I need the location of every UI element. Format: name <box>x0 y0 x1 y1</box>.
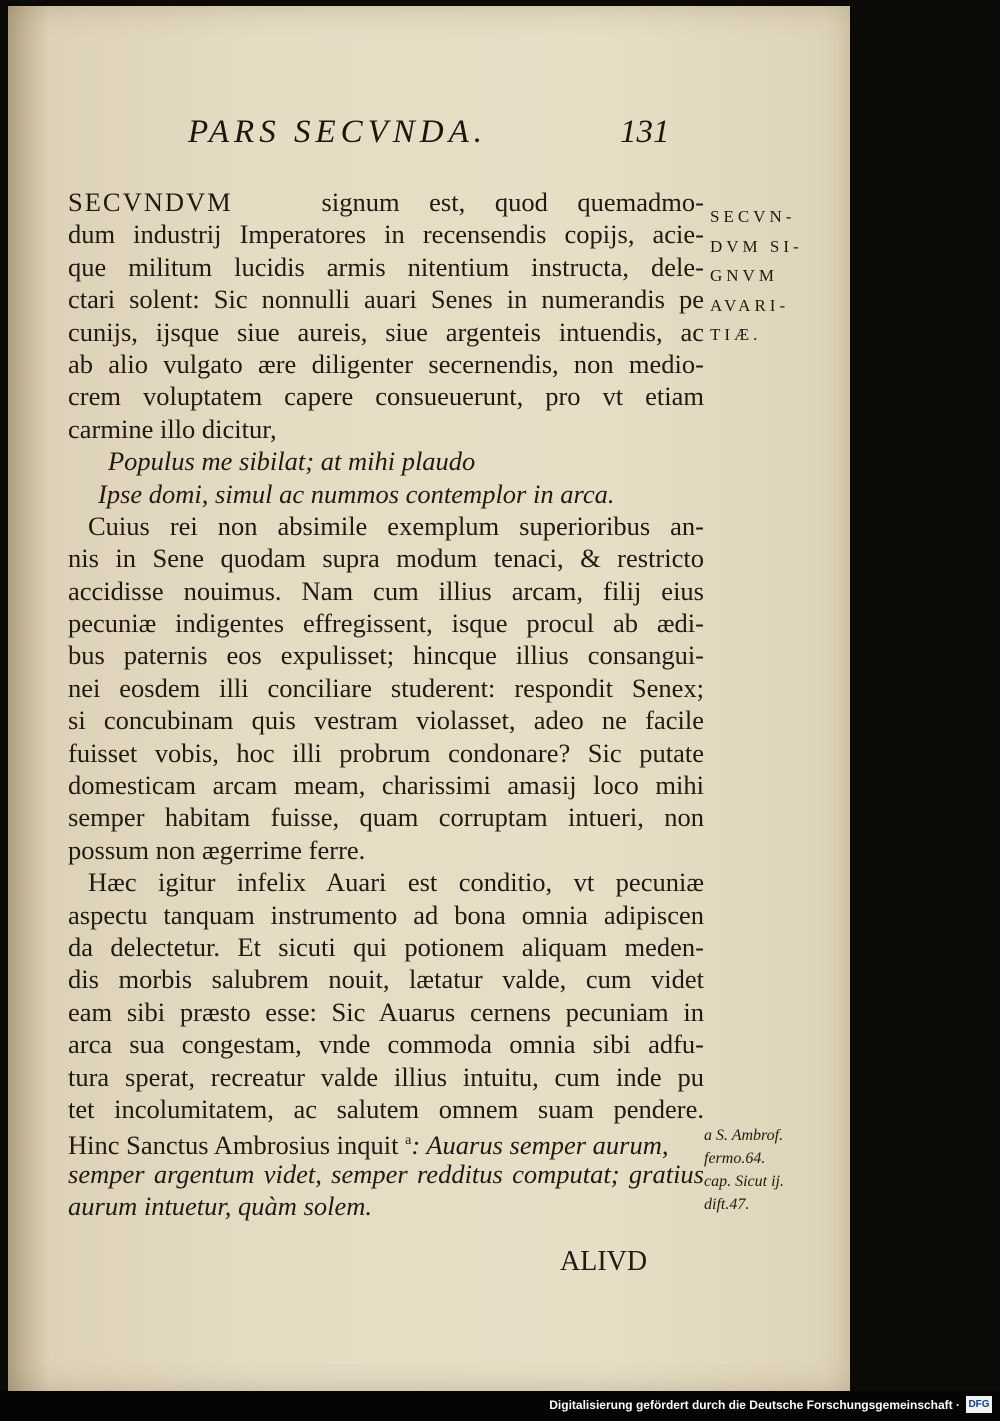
running-head: PARS SECVNDA. <box>188 114 488 150</box>
text-line: Cuius rei non absimile exemplum superioribus an- <box>88 510 704 541</box>
text-line: eam sibi præsto esse: Sic Auarus cernens pecuniam in <box>68 996 704 1027</box>
margin-note-line: DVM SI- <box>710 236 803 256</box>
verse-line: Ipse domi, simul ac nummos contemplor in arca. <box>98 478 615 509</box>
opening-word: SECVNDVM <box>68 187 233 217</box>
text-line: carmine illo dicitur, <box>68 413 277 444</box>
citation-line: cap. Sicut ij. <box>704 1173 784 1190</box>
quote-line: semper argentum videt, semper redditus computat; gratius <box>68 1158 704 1189</box>
verse-line: Populus me sibilat; at mihi plaudo <box>108 446 476 477</box>
text-line: ctari solent: Sic nonnulli auari Senes in numerandis pe <box>68 284 704 315</box>
text-line <box>68 186 704 218</box>
text-line: si concubinam quis vestram violasset, adeo ne facile <box>68 705 704 736</box>
text-line: nis in Sene quodam supra modum tenaci, & restricto <box>68 543 704 574</box>
catchword: ALIVD <box>560 1246 648 1277</box>
text-line: Hæc igitur infelix Auari est conditio, vt pecuniæ <box>88 867 704 898</box>
margin-note-line: GNVM <box>710 266 778 285</box>
citation-line: a S. Ambrof. <box>704 1127 784 1144</box>
footer-bar <box>0 1391 1000 1421</box>
page-header <box>188 114 708 158</box>
margin-citation <box>704 1124 844 1216</box>
text-line: possum non ægerrime ferre. <box>68 834 366 865</box>
text-line: crem voluptatem capere consueuerunt, pro vt etiam <box>68 381 704 412</box>
text-line-content: Hinc Sanctus Ambrosius inquit <box>68 1130 399 1161</box>
quote-text: : Auarus semper aurum, <box>411 1130 669 1161</box>
text-line: aspectu tanquam instrumento ad bona omnia adipiscen <box>68 899 704 930</box>
book-page <box>8 6 850 1391</box>
margin-note <box>710 202 840 350</box>
margin-note-line: AVARI- <box>710 295 790 315</box>
quote-line: aurum intuetur, quàm solem. <box>68 1191 373 1222</box>
text-line: accidisse nouimus. Nam cum illius arcam, filij eius <box>68 575 704 606</box>
citation-line: fermo.64. <box>704 1150 766 1167</box>
text-line: bus paternis eos expulisset; hincque illius consangui- <box>68 640 704 671</box>
margin-note-line: SECVN- <box>710 207 796 226</box>
page-number: 131 <box>620 114 670 150</box>
text-line: semper habitam fuisse, quam corruptam intueri, non <box>68 802 704 833</box>
dfg-logo-icon: DFG <box>966 1396 992 1413</box>
text-line: que militum lucidis armis nitentium instructa, dele- <box>68 251 704 282</box>
text-line: ab alio vulgato ære diligenter secernendis, non medio- <box>68 348 704 379</box>
text-line: da delectetur. Et sicuti qui potionem aliquam meden- <box>68 931 704 962</box>
text-line: nei eosdem illi conciliare studerent: respondit Senex; <box>68 672 704 703</box>
text-line <box>68 1125 704 1161</box>
main-text-block <box>68 186 704 1223</box>
text-line: arca sua congestam, vnde commoda omnia sibi adfu- <box>68 1029 704 1060</box>
margin-note-line: TIÆ. <box>710 325 762 344</box>
text-line: cunijs, ijsque siue aureis, siue argenteis intuendis, ac <box>68 316 704 347</box>
text-line: tura sperat, recreatur valde illius intuitu, cum inde pu <box>68 1061 704 1092</box>
text-line: tet incolumitatem, ac salutem omnem suam pendere. <box>68 1093 704 1124</box>
text-line-content: signum est, quod quemadmo- <box>321 187 704 217</box>
citation-line: dift.47. <box>704 1196 750 1213</box>
text-line: dum industrij Imperatores in recensendis copijs, acie- <box>68 219 704 250</box>
funding-notice: Digitalisierung gefördert durch die Deutsche Forschungsgemeinschaft · <box>549 1398 960 1412</box>
text-line: fuisset vobis, hoc illi probrum condonare? Sic putate <box>68 737 704 768</box>
text-line: pecuniæ indigentes effregissent, isque procul ab ædi- <box>68 608 704 639</box>
text-line: dis morbis salubrem nouit, lætatur valde, cum videt <box>68 964 704 995</box>
footnote-marker: a <box>405 1133 412 1149</box>
text-line: domesticam arcam meam, charissimi amasij loco mihi <box>68 770 704 801</box>
